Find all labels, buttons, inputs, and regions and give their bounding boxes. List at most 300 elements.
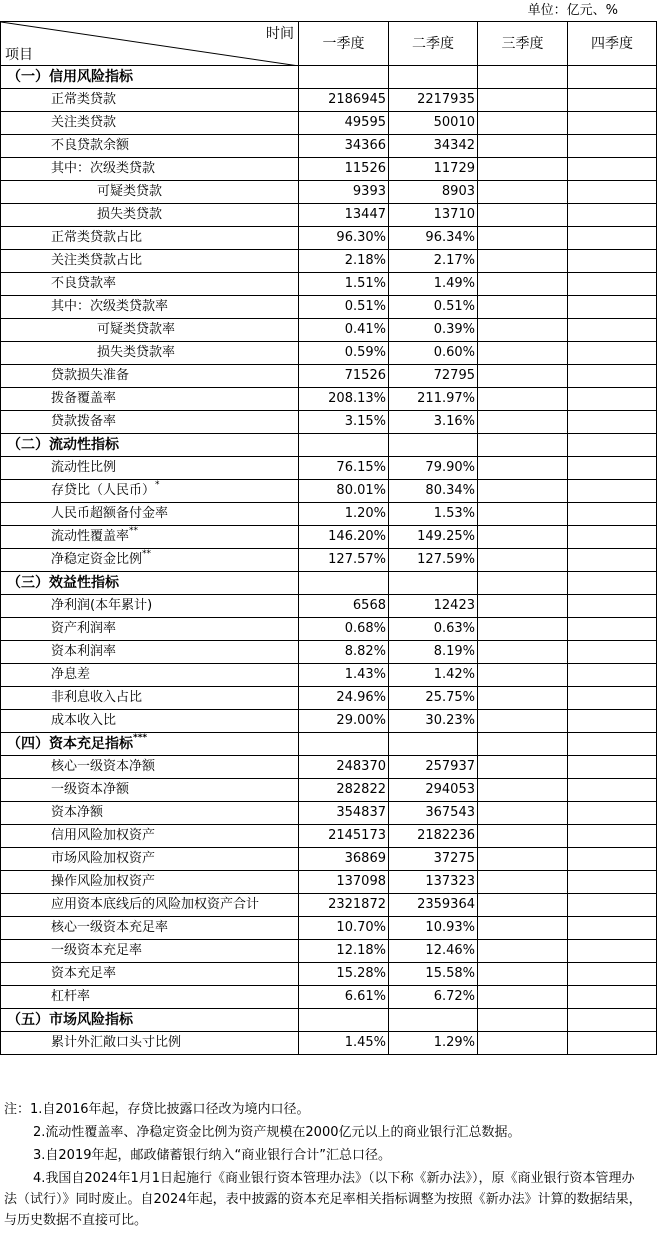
value-cell-q4: [568, 779, 657, 802]
label-text: 其中：次级类贷款率: [51, 299, 169, 314]
value-cell-q3: [478, 365, 568, 388]
value-cell-q4: [568, 963, 657, 986]
value-cell-q4: [568, 802, 657, 825]
value-cell-q1: 76.15%: [299, 457, 389, 480]
value-cell-q2: 25.75%: [389, 687, 478, 710]
row-label: [1, 963, 299, 986]
table-row: [1, 250, 657, 273]
section-row: [1, 1009, 657, 1032]
value-cell-q3: [478, 595, 568, 618]
corner-header-cell: [1, 22, 299, 66]
value-cell-q1: 11526: [299, 158, 389, 181]
value-cell-q2: [389, 733, 478, 756]
value-cell-q4: [568, 273, 657, 296]
value-cell-q3: [478, 158, 568, 181]
value-cell-q3: [478, 135, 568, 158]
value-cell-q4: [568, 917, 657, 940]
table-row: [1, 825, 657, 848]
label-text: 一级资本充足率: [51, 943, 143, 958]
value-cell-q2: 1.29%: [389, 1032, 478, 1055]
value-cell-q2: 72795: [389, 365, 478, 388]
value-cell-q1: 2.18%: [299, 250, 389, 273]
value-cell-q4: [568, 549, 657, 572]
row-label: [1, 158, 299, 181]
value-cell-q2: 10.93%: [389, 917, 478, 940]
value-cell-q3: [478, 112, 568, 135]
table-row: [1, 756, 657, 779]
value-cell-q1: [299, 66, 389, 89]
value-cell-q2: 80.34%: [389, 480, 478, 503]
row-label: [1, 894, 299, 917]
value-cell-q1: 1.43%: [299, 664, 389, 687]
value-cell-q4: [568, 894, 657, 917]
value-cell-q1: 146.20%: [299, 526, 389, 549]
label-text: 一级资本净额: [51, 782, 130, 797]
label-text: 正常类贷款: [51, 92, 117, 107]
value-cell-q1: 3.15%: [299, 411, 389, 434]
value-cell-q4: [568, 250, 657, 273]
value-cell-q1: 96.30%: [299, 227, 389, 250]
value-cell-q2: 12.46%: [389, 940, 478, 963]
value-cell-q3: [478, 227, 568, 250]
table-row: [1, 894, 657, 917]
row-label: [1, 687, 299, 710]
value-cell-q3: [478, 963, 568, 986]
value-cell-q3: [478, 342, 568, 365]
label-text: 应用资本底线后的风险加权资产合计: [51, 897, 260, 912]
section-row: [1, 66, 657, 89]
value-cell-q2: 1.42%: [389, 664, 478, 687]
value-cell-q1: 1.20%: [299, 503, 389, 526]
value-cell-q2: 127.59%: [389, 549, 478, 572]
label-text: 资本利润率: [51, 644, 117, 659]
table-body: [1, 66, 657, 1055]
value-cell-q2: 30.23%: [389, 710, 478, 733]
label-text: 人民币超额备付金率: [51, 506, 169, 521]
value-cell-q4: [568, 411, 657, 434]
value-cell-q1: 34366: [299, 135, 389, 158]
quarter-header-2: 二季度: [389, 22, 478, 66]
indicator-table: [0, 21, 657, 1055]
section-label: [1, 572, 299, 595]
label-text: 非利息收入占比: [51, 690, 143, 705]
value-cell-q2: 50010: [389, 112, 478, 135]
value-cell-q2: 1.53%: [389, 503, 478, 526]
footnote-1: 注：1.自2016年起，存贷比披露口径改为境内口径。: [4, 1102, 310, 1117]
value-cell-q3: [478, 273, 568, 296]
row-label: [1, 618, 299, 641]
label-text: 存贷比（人民币）: [51, 483, 156, 498]
value-cell-q4: [568, 687, 657, 710]
value-cell-q1: 36869: [299, 848, 389, 871]
value-cell-q4: [568, 66, 657, 89]
value-cell-q4: [568, 710, 657, 733]
value-cell-q4: [568, 319, 657, 342]
value-cell-q3: [478, 549, 568, 572]
table-row: [1, 664, 657, 687]
table-row: [1, 135, 657, 158]
section-row: [1, 733, 657, 756]
value-cell-q2: 0.51%: [389, 296, 478, 319]
row-label: [1, 848, 299, 871]
value-cell-q3: [478, 480, 568, 503]
value-cell-q3: [478, 756, 568, 779]
value-cell-q1: 1.51%: [299, 273, 389, 296]
section-label: [1, 733, 299, 756]
table-row: [1, 319, 657, 342]
value-cell-q2: 3.16%: [389, 411, 478, 434]
value-cell-q2: 79.90%: [389, 457, 478, 480]
label-text: 贷款损失准备: [51, 368, 130, 383]
value-cell-q1: 2321872: [299, 894, 389, 917]
value-cell-q3: [478, 940, 568, 963]
value-cell-q1: [299, 572, 389, 595]
value-cell-q1: 80.01%: [299, 480, 389, 503]
label-text: 资本充足率: [51, 966, 117, 981]
value-cell-q2: [389, 572, 478, 595]
value-cell-q1: 282822: [299, 779, 389, 802]
value-cell-q4: [568, 618, 657, 641]
row-label: [1, 112, 299, 135]
value-cell-q2: 0.39%: [389, 319, 478, 342]
label-text: 市场风险加权资产: [51, 851, 156, 866]
row-label: [1, 342, 299, 365]
value-cell-q2: 2359364: [389, 894, 478, 917]
value-cell-q2: 2.17%: [389, 250, 478, 273]
table-row: [1, 342, 657, 365]
value-cell-q1: 8.82%: [299, 641, 389, 664]
value-cell-q2: 0.63%: [389, 618, 478, 641]
value-cell-q4: [568, 756, 657, 779]
value-cell-q1: 2145173: [299, 825, 389, 848]
value-cell-q4: [568, 227, 657, 250]
value-cell-q3: [478, 572, 568, 595]
label-text: 贷款拨备率: [51, 414, 117, 429]
row-label: [1, 89, 299, 112]
value-cell-q3: [478, 664, 568, 687]
row-label: [1, 181, 299, 204]
label-text: 杠杆率: [51, 989, 91, 1004]
value-cell-q1: 71526: [299, 365, 389, 388]
value-cell-q1: 0.41%: [299, 319, 389, 342]
value-cell-q4: [568, 848, 657, 871]
value-cell-q4: [568, 204, 657, 227]
item-header-label: 项目: [5, 47, 33, 63]
value-cell-q3: [478, 779, 568, 802]
table-row: [1, 1032, 657, 1055]
footnote-2: 2.流动性覆盖率、净稳定资金比例为资产规模在2000亿元以上的商业银行汇总数据。: [33, 1125, 521, 1140]
table-row: [1, 526, 657, 549]
label-text: 流动性覆盖率: [51, 529, 130, 544]
value-cell-q1: 24.96%: [299, 687, 389, 710]
value-cell-q2: 12423: [389, 595, 478, 618]
value-cell-q2: 34342: [389, 135, 478, 158]
value-cell-q2: 137323: [389, 871, 478, 894]
value-cell-q3: [478, 319, 568, 342]
value-cell-q2: 211.97%: [389, 388, 478, 411]
row-label: [1, 273, 299, 296]
label-text: （二）流动性指标: [7, 437, 119, 453]
table-row: [1, 710, 657, 733]
table-row: [1, 296, 657, 319]
value-cell-q1: 248370: [299, 756, 389, 779]
value-cell-q1: 6.61%: [299, 986, 389, 1009]
table-row: [1, 204, 657, 227]
value-cell-q2: [389, 1009, 478, 1032]
value-cell-q2: 11729: [389, 158, 478, 181]
section-label: [1, 434, 299, 457]
value-cell-q3: [478, 503, 568, 526]
row-label: [1, 779, 299, 802]
table-row: [1, 549, 657, 572]
diagonal-line: [1, 22, 299, 66]
row-label: [1, 871, 299, 894]
row-label: [1, 250, 299, 273]
label-text: 累计外汇敞口头寸比例: [51, 1035, 182, 1050]
value-cell-q4: [568, 733, 657, 756]
value-cell-q1: 12.18%: [299, 940, 389, 963]
value-cell-q4: [568, 940, 657, 963]
value-cell-q4: [568, 664, 657, 687]
section-row: [1, 434, 657, 457]
row-label: [1, 641, 299, 664]
value-cell-q4: [568, 296, 657, 319]
label-text: 不良贷款余额: [51, 138, 130, 153]
unit-label: 单位：亿元、%: [527, 3, 618, 18]
value-cell-q1: 49595: [299, 112, 389, 135]
value-cell-q3: [478, 296, 568, 319]
value-cell-q2: 2217935: [389, 89, 478, 112]
value-cell-q4: [568, 89, 657, 112]
table-row: [1, 779, 657, 802]
value-cell-q1: 127.57%: [299, 549, 389, 572]
value-cell-q1: 0.51%: [299, 296, 389, 319]
label-text: 核心一级资本充足率: [51, 920, 169, 935]
value-cell-q3: [478, 641, 568, 664]
row-label: [1, 825, 299, 848]
value-cell-q1: 1.45%: [299, 1032, 389, 1055]
row-label: [1, 940, 299, 963]
section-label: [1, 66, 299, 89]
row-label: [1, 503, 299, 526]
value-cell-q2: 149.25%: [389, 526, 478, 549]
label-text: （五）市场风险指标: [7, 1012, 133, 1028]
value-cell-q4: [568, 641, 657, 664]
value-cell-q3: [478, 871, 568, 894]
label-text: 操作风险加权资产: [51, 874, 156, 889]
row-label: [1, 917, 299, 940]
table-row: [1, 848, 657, 871]
table-row: [1, 618, 657, 641]
table-row: [1, 457, 657, 480]
label-text: 资本净额: [51, 805, 104, 820]
label-text: 损失类贷款: [97, 207, 163, 222]
value-cell-q1: [299, 733, 389, 756]
value-cell-q4: [568, 158, 657, 181]
table-row: [1, 273, 657, 296]
value-cell-q4: [568, 1032, 657, 1055]
label-text: 关注类贷款: [51, 115, 117, 130]
table-row: [1, 940, 657, 963]
footnote-marker: **: [142, 548, 152, 559]
value-cell-q1: [299, 434, 389, 457]
table-row: [1, 802, 657, 825]
value-cell-q2: 6.72%: [389, 986, 478, 1009]
value-cell-q4: [568, 112, 657, 135]
row-label: [1, 1032, 299, 1055]
value-cell-q3: [478, 710, 568, 733]
value-cell-q4: [568, 825, 657, 848]
table-row: [1, 388, 657, 411]
value-cell-q3: [478, 802, 568, 825]
value-cell-q2: 0.60%: [389, 342, 478, 365]
quarter-header-1: 一季度: [299, 22, 389, 66]
value-cell-q3: [478, 733, 568, 756]
table-row: [1, 112, 657, 135]
quarter-header-3: 三季度: [478, 22, 568, 66]
row-label: [1, 135, 299, 158]
value-cell-q1: 6568: [299, 595, 389, 618]
label-text: 关注类贷款占比: [51, 253, 143, 268]
value-cell-q1: 354837: [299, 802, 389, 825]
table-row: [1, 480, 657, 503]
table-row: [1, 595, 657, 618]
value-cell-q1: 0.59%: [299, 342, 389, 365]
value-cell-q1: 15.28%: [299, 963, 389, 986]
value-cell-q4: [568, 871, 657, 894]
value-cell-q2: 15.58%: [389, 963, 478, 986]
value-cell-q1: 137098: [299, 871, 389, 894]
value-cell-q3: [478, 917, 568, 940]
value-cell-q1: 29.00%: [299, 710, 389, 733]
table-row: [1, 411, 657, 434]
value-cell-q1: 2186945: [299, 89, 389, 112]
value-cell-q4: [568, 365, 657, 388]
value-cell-q4: [568, 135, 657, 158]
footnote-marker: **: [129, 525, 139, 536]
value-cell-q4: [568, 1009, 657, 1032]
table-row: [1, 871, 657, 894]
value-cell-q2: 8903: [389, 181, 478, 204]
value-cell-q1: 13447: [299, 204, 389, 227]
label-text: 损失类贷款率: [97, 345, 176, 360]
value-cell-q3: [478, 1009, 568, 1032]
value-cell-q2: 257937: [389, 756, 478, 779]
value-cell-q4: [568, 342, 657, 365]
label-text: 净稳定资金比例: [51, 552, 143, 567]
value-cell-q3: [478, 66, 568, 89]
value-cell-q3: [478, 89, 568, 112]
value-cell-q3: [478, 526, 568, 549]
time-header-label: 时间: [266, 26, 294, 42]
value-cell-q4: [568, 503, 657, 526]
label-text: 可疑类贷款率: [97, 322, 176, 337]
row-label: [1, 526, 299, 549]
table-row: [1, 917, 657, 940]
value-cell-q1: 10.70%: [299, 917, 389, 940]
value-cell-q3: [478, 204, 568, 227]
label-text: 拨备覆盖率: [51, 391, 117, 406]
row-label: [1, 204, 299, 227]
value-cell-q1: 208.13%: [299, 388, 389, 411]
row-label: [1, 296, 299, 319]
value-cell-q4: [568, 480, 657, 503]
row-label: [1, 756, 299, 779]
row-label: [1, 549, 299, 572]
label-text: 核心一级资本净额: [51, 759, 156, 774]
label-text: 正常类贷款占比: [51, 230, 143, 245]
footnote-marker: ***: [133, 733, 148, 744]
value-cell-q4: [568, 457, 657, 480]
value-cell-q3: [478, 388, 568, 411]
row-label: [1, 319, 299, 342]
value-cell-q3: [478, 411, 568, 434]
table-row: [1, 181, 657, 204]
row-label: [1, 480, 299, 503]
label-text: 净息差: [51, 667, 91, 682]
table-row: [1, 365, 657, 388]
row-label: [1, 802, 299, 825]
footnote-marker: *: [155, 479, 160, 490]
row-label: [1, 227, 299, 250]
value-cell-q4: [568, 526, 657, 549]
value-cell-q4: [568, 572, 657, 595]
value-cell-q4: [568, 986, 657, 1009]
value-cell-q1: [299, 1009, 389, 1032]
value-cell-q3: [478, 825, 568, 848]
value-cell-q3: [478, 1032, 568, 1055]
header-row: [1, 22, 657, 66]
value-cell-q2: 8.19%: [389, 641, 478, 664]
value-cell-q1: 0.68%: [299, 618, 389, 641]
section-row: [1, 572, 657, 595]
value-cell-q2: 294053: [389, 779, 478, 802]
label-text: 成本收入比: [51, 713, 117, 728]
table-row: [1, 641, 657, 664]
value-cell-q3: [478, 250, 568, 273]
value-cell-q3: [478, 457, 568, 480]
value-cell-q4: [568, 181, 657, 204]
label-text: （一）信用风险指标: [7, 69, 133, 85]
value-cell-q3: [478, 848, 568, 871]
value-cell-q4: [568, 434, 657, 457]
row-label: [1, 411, 299, 434]
value-cell-q3: [478, 687, 568, 710]
value-cell-q4: [568, 388, 657, 411]
footnote-3: 3.自2019年起，邮政储蓄银行纳入“商业银行合计”汇总口径。: [33, 1148, 391, 1163]
label-text: 可疑类贷款: [97, 184, 163, 199]
value-cell-q3: [478, 618, 568, 641]
label-text: 不良贷款率: [51, 276, 117, 291]
table-row: [1, 503, 657, 526]
section-label: [1, 1009, 299, 1032]
row-label: [1, 388, 299, 411]
label-text: （四）资本充足指标: [7, 736, 133, 752]
row-label: [1, 457, 299, 480]
label-text: 信用风险加权资产: [51, 828, 156, 843]
quarter-header-4: 四季度: [568, 22, 657, 66]
label-text: 流动性比例: [51, 460, 117, 475]
value-cell-q2: [389, 66, 478, 89]
value-cell-q2: 96.34%: [389, 227, 478, 250]
row-label: [1, 664, 299, 687]
table-row: [1, 227, 657, 250]
label-text: 资产利润率: [51, 621, 117, 636]
table-row: [1, 986, 657, 1009]
value-cell-q3: [478, 986, 568, 1009]
row-label: [1, 595, 299, 618]
value-cell-q2: 37275: [389, 848, 478, 871]
